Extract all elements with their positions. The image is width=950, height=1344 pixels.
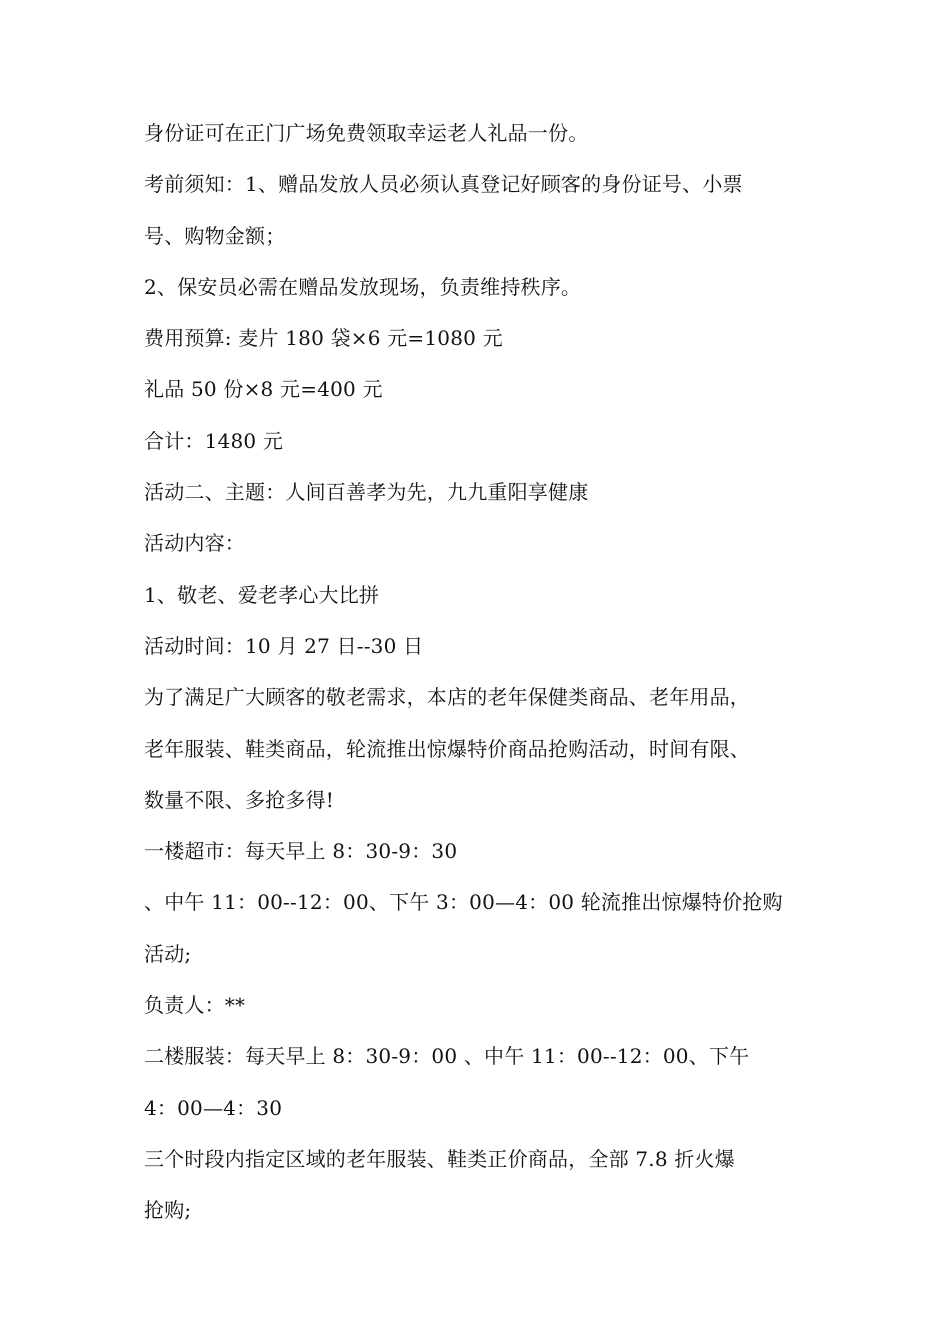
text-line: 活动内容： [144,531,245,556]
text-line: 三个时段内指定区域的老年服装、鞋类正价商品，全部 7.8 折火爆 [144,1146,735,1171]
text-line: 合计：1480 元 [144,428,284,453]
text-line: 为了满足广大顾客的敬老需求，本店的老年保健类商品、老年用品， [144,685,750,710]
text-line: 、中午 11：00--12：00、下午 3：00—4：00 轮流推出惊爆特价抢购 [144,890,783,915]
text-line: 老年服装、鞋类商品，轮流推出惊爆特价商品抢购活动，时间有限、 [144,736,750,761]
text-line: 4：00—4：30 [144,1095,283,1120]
text-line: 号、购物金额； [144,223,286,248]
document-body [144,108,834,1237]
text-line: 一楼超市：每天早上 8：30-9：30 [144,839,458,864]
text-line: 负责人：** [144,993,246,1018]
text-line: 数量不限、多抢多得! [144,787,335,812]
text-line: 活动时间：10 月 27 日--30 日 [144,633,424,658]
text-line: 二楼服装：每天早上 8：30-9：00 、中午 11：00--12：00、下午 [144,1044,750,1069]
text-line: 2、保安员必需在赠品发放现场，负责维持秩序。 [144,274,582,299]
text-line: 费用预算: 麦片 180 袋×6 元=1080 元 [144,326,503,351]
text-line: 抢购; [144,1198,192,1223]
text-line: 考前须知：1、赠品发放人员必须认真登记好顾客的身份证号、小票 [144,172,743,197]
text-line: 活动; [144,941,192,966]
text-line: 礼品 50 份×8 元=400 元 [144,377,383,402]
text-line: 身份证可在正门广场免费领取幸运老人礼品一份。 [144,121,589,145]
subsection-heading: 1、敬老、爱老孝心大比拼 [144,582,380,607]
section-heading: 活动二、主题：人间百善孝为先，九九重阳享健康 [144,480,589,505]
